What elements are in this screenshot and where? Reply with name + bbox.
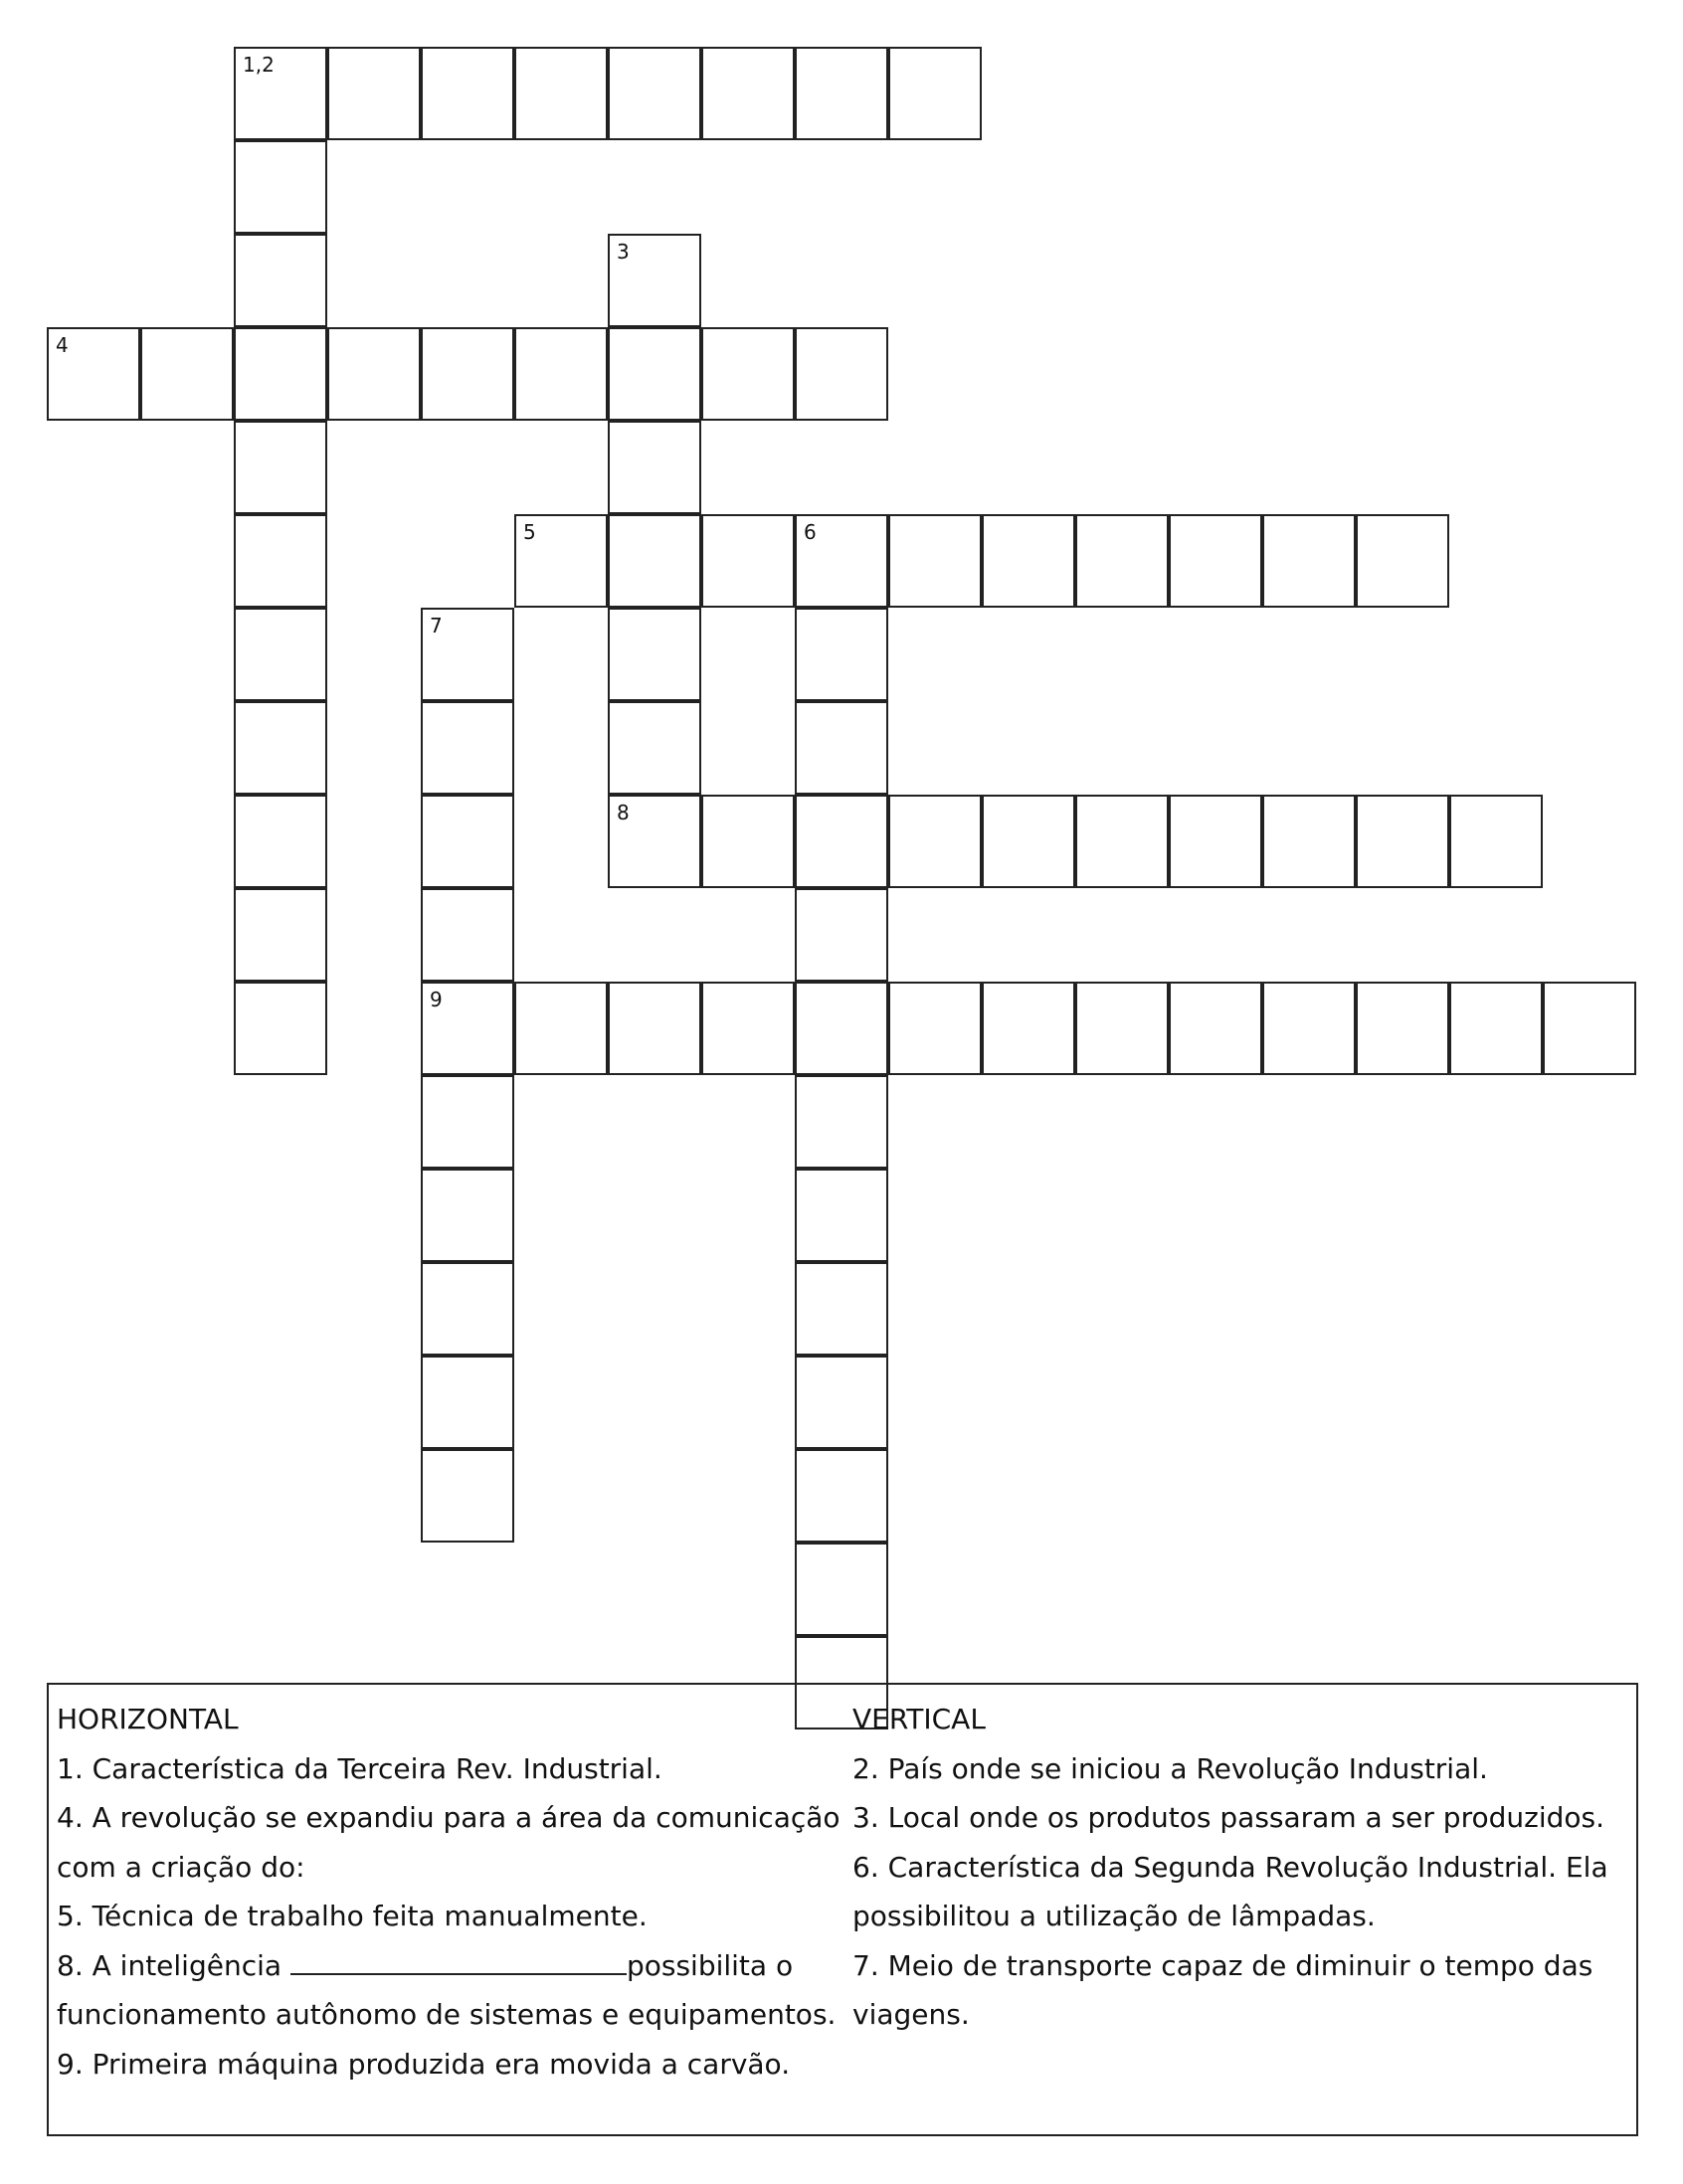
grid-cell[interactable] bbox=[888, 514, 982, 608]
grid-cell[interactable] bbox=[1543, 982, 1636, 1075]
grid-cell[interactable] bbox=[1262, 514, 1356, 608]
grid-cell[interactable] bbox=[514, 982, 608, 1075]
grid-cell[interactable] bbox=[234, 421, 327, 514]
clue-8-across bbox=[57, 1941, 833, 1991]
grid-cell[interactable] bbox=[514, 47, 608, 140]
grid-cell[interactable] bbox=[608, 47, 701, 140]
clue-2-down: 2. País onde se iniciou a Revolução Industrial. bbox=[852, 1751, 1488, 1785]
grid-cell[interactable] bbox=[795, 795, 888, 888]
grid-cell[interactable] bbox=[421, 1169, 514, 1262]
grid-cell[interactable] bbox=[1075, 982, 1169, 1075]
grid-cell[interactable] bbox=[234, 701, 327, 795]
grid-cell[interactable] bbox=[608, 234, 701, 327]
grid-cell[interactable] bbox=[795, 1075, 888, 1169]
grid-cell[interactable] bbox=[514, 327, 608, 421]
grid-cell[interactable] bbox=[140, 327, 234, 421]
grid-cell[interactable] bbox=[1262, 982, 1356, 1075]
grid-cell[interactable] bbox=[795, 1543, 888, 1636]
answer-blank bbox=[290, 1949, 627, 1975]
grid-cell[interactable] bbox=[795, 1262, 888, 1356]
vertical-clues bbox=[852, 1695, 1628, 2040]
clues-box bbox=[47, 1683, 1638, 2136]
grid-cell[interactable] bbox=[795, 327, 888, 421]
grid-cell[interactable] bbox=[234, 514, 327, 608]
grid-cell[interactable] bbox=[234, 982, 327, 1075]
clue-7-down-cont: viagens. bbox=[852, 1998, 970, 2031]
clue-number: 5 bbox=[523, 520, 536, 544]
grid-cell[interactable] bbox=[234, 888, 327, 982]
grid-cell[interactable] bbox=[421, 608, 514, 701]
grid-cell[interactable] bbox=[421, 327, 514, 421]
grid-cell[interactable] bbox=[1075, 514, 1169, 608]
clue-number: 1,2 bbox=[243, 53, 275, 77]
grid-cell[interactable] bbox=[795, 47, 888, 140]
grid-cell[interactable] bbox=[795, 982, 888, 1075]
grid-cell[interactable] bbox=[327, 47, 421, 140]
grid-cell[interactable] bbox=[47, 327, 140, 421]
grid-cell[interactable] bbox=[701, 795, 795, 888]
grid-cell[interactable] bbox=[1356, 795, 1449, 888]
grid-cell[interactable] bbox=[1075, 795, 1169, 888]
grid-cell[interactable] bbox=[982, 982, 1075, 1075]
grid-cell[interactable] bbox=[234, 327, 327, 421]
clue-9-across: 9. Primeira máquina produzida era movida a carvão. bbox=[57, 2047, 791, 2081]
grid-cell[interactable] bbox=[608, 608, 701, 701]
clue-8-end: possibilita o bbox=[626, 1948, 794, 1982]
grid-cell[interactable] bbox=[701, 327, 795, 421]
grid-cell[interactable] bbox=[608, 327, 701, 421]
clue-3-down: 3. Local onde os produtos passaram a ser produzidos. bbox=[852, 1801, 1604, 1834]
grid-cell[interactable] bbox=[327, 327, 421, 421]
grid-cell[interactable] bbox=[1356, 514, 1449, 608]
grid-cell[interactable] bbox=[795, 1449, 888, 1543]
grid-cell[interactable] bbox=[795, 514, 888, 608]
grid-cell[interactable] bbox=[608, 982, 701, 1075]
grid-cell[interactable] bbox=[514, 514, 608, 608]
grid-cell[interactable] bbox=[701, 982, 795, 1075]
vertical-heading: VERTICAL bbox=[852, 1703, 986, 1735]
grid-cell[interactable] bbox=[421, 701, 514, 795]
clue-number: 9 bbox=[430, 988, 443, 1011]
grid-cell[interactable] bbox=[421, 1449, 514, 1543]
grid-cell[interactable] bbox=[1169, 514, 1262, 608]
grid-cell[interactable] bbox=[234, 234, 327, 327]
clue-number: 8 bbox=[617, 801, 630, 824]
grid-cell[interactable] bbox=[982, 514, 1075, 608]
grid-cell[interactable] bbox=[795, 1356, 888, 1449]
grid-cell[interactable] bbox=[1356, 982, 1449, 1075]
grid-cell[interactable] bbox=[795, 888, 888, 982]
grid-cell[interactable] bbox=[421, 1262, 514, 1356]
grid-cell[interactable] bbox=[421, 1356, 514, 1449]
clue-number: 6 bbox=[804, 520, 817, 544]
clue-number: 7 bbox=[430, 614, 443, 637]
clue-7-down: 7. Meio de transporte capaz de diminuir o tempo das bbox=[852, 1948, 1593, 1982]
clue-4-across: 4. A revolução se expandiu para a área da comunicação bbox=[57, 1801, 841, 1834]
clue-6-down-cont: possibilitou a utilização de lâmpadas. bbox=[852, 1900, 1376, 1932]
grid-cell[interactable] bbox=[888, 982, 982, 1075]
grid-cell[interactable] bbox=[421, 982, 514, 1075]
grid-cell[interactable] bbox=[421, 795, 514, 888]
grid-cell[interactable] bbox=[608, 701, 701, 795]
grid-cell[interactable] bbox=[1449, 982, 1543, 1075]
clue-6-down: 6. Característica da Segunda Revolução Industrial. Ela bbox=[852, 1850, 1608, 1884]
horizontal-heading: HORIZONTAL bbox=[57, 1703, 239, 1735]
clue-8-across-cont: funcionamento autônomo de sistemas e equipamentos. bbox=[57, 1998, 837, 2031]
clue-8-start: 8. A inteligência bbox=[57, 1948, 282, 1982]
clue-5-across: 5. Técnica de trabalho feita manualmente. bbox=[57, 1900, 648, 1932]
grid-cell[interactable] bbox=[701, 514, 795, 608]
clue-1-across: 1. Característica da Terceira Rev. Industrial. bbox=[57, 1751, 662, 1785]
grid-cell[interactable] bbox=[888, 47, 982, 140]
clue-number: 3 bbox=[617, 240, 630, 264]
grid-cell[interactable] bbox=[701, 47, 795, 140]
grid-cell[interactable] bbox=[795, 701, 888, 795]
grid-cell[interactable] bbox=[421, 888, 514, 982]
grid-cell[interactable] bbox=[1169, 982, 1262, 1075]
grid-cell[interactable] bbox=[608, 514, 701, 608]
grid-cell[interactable] bbox=[421, 47, 514, 140]
grid-cell[interactable] bbox=[421, 1075, 514, 1169]
grid-cell[interactable] bbox=[795, 1169, 888, 1262]
grid-cell[interactable] bbox=[234, 140, 327, 234]
grid-cell[interactable] bbox=[234, 608, 327, 701]
grid-cell[interactable] bbox=[234, 795, 327, 888]
grid-cell[interactable] bbox=[1262, 795, 1356, 888]
grid-cell[interactable] bbox=[888, 795, 982, 888]
grid-cell[interactable] bbox=[608, 421, 701, 514]
clue-number: 4 bbox=[56, 333, 69, 357]
grid-cell[interactable] bbox=[1449, 795, 1543, 888]
grid-cell[interactable] bbox=[982, 795, 1075, 888]
horizontal-clues bbox=[57, 1695, 841, 2089]
clue-4-across-cont: com a criação do: bbox=[57, 1850, 305, 1884]
grid-cell[interactable] bbox=[795, 608, 888, 701]
grid-cell[interactable] bbox=[1169, 795, 1262, 888]
grid-cell[interactable] bbox=[234, 47, 327, 140]
grid-cell[interactable] bbox=[608, 795, 701, 888]
